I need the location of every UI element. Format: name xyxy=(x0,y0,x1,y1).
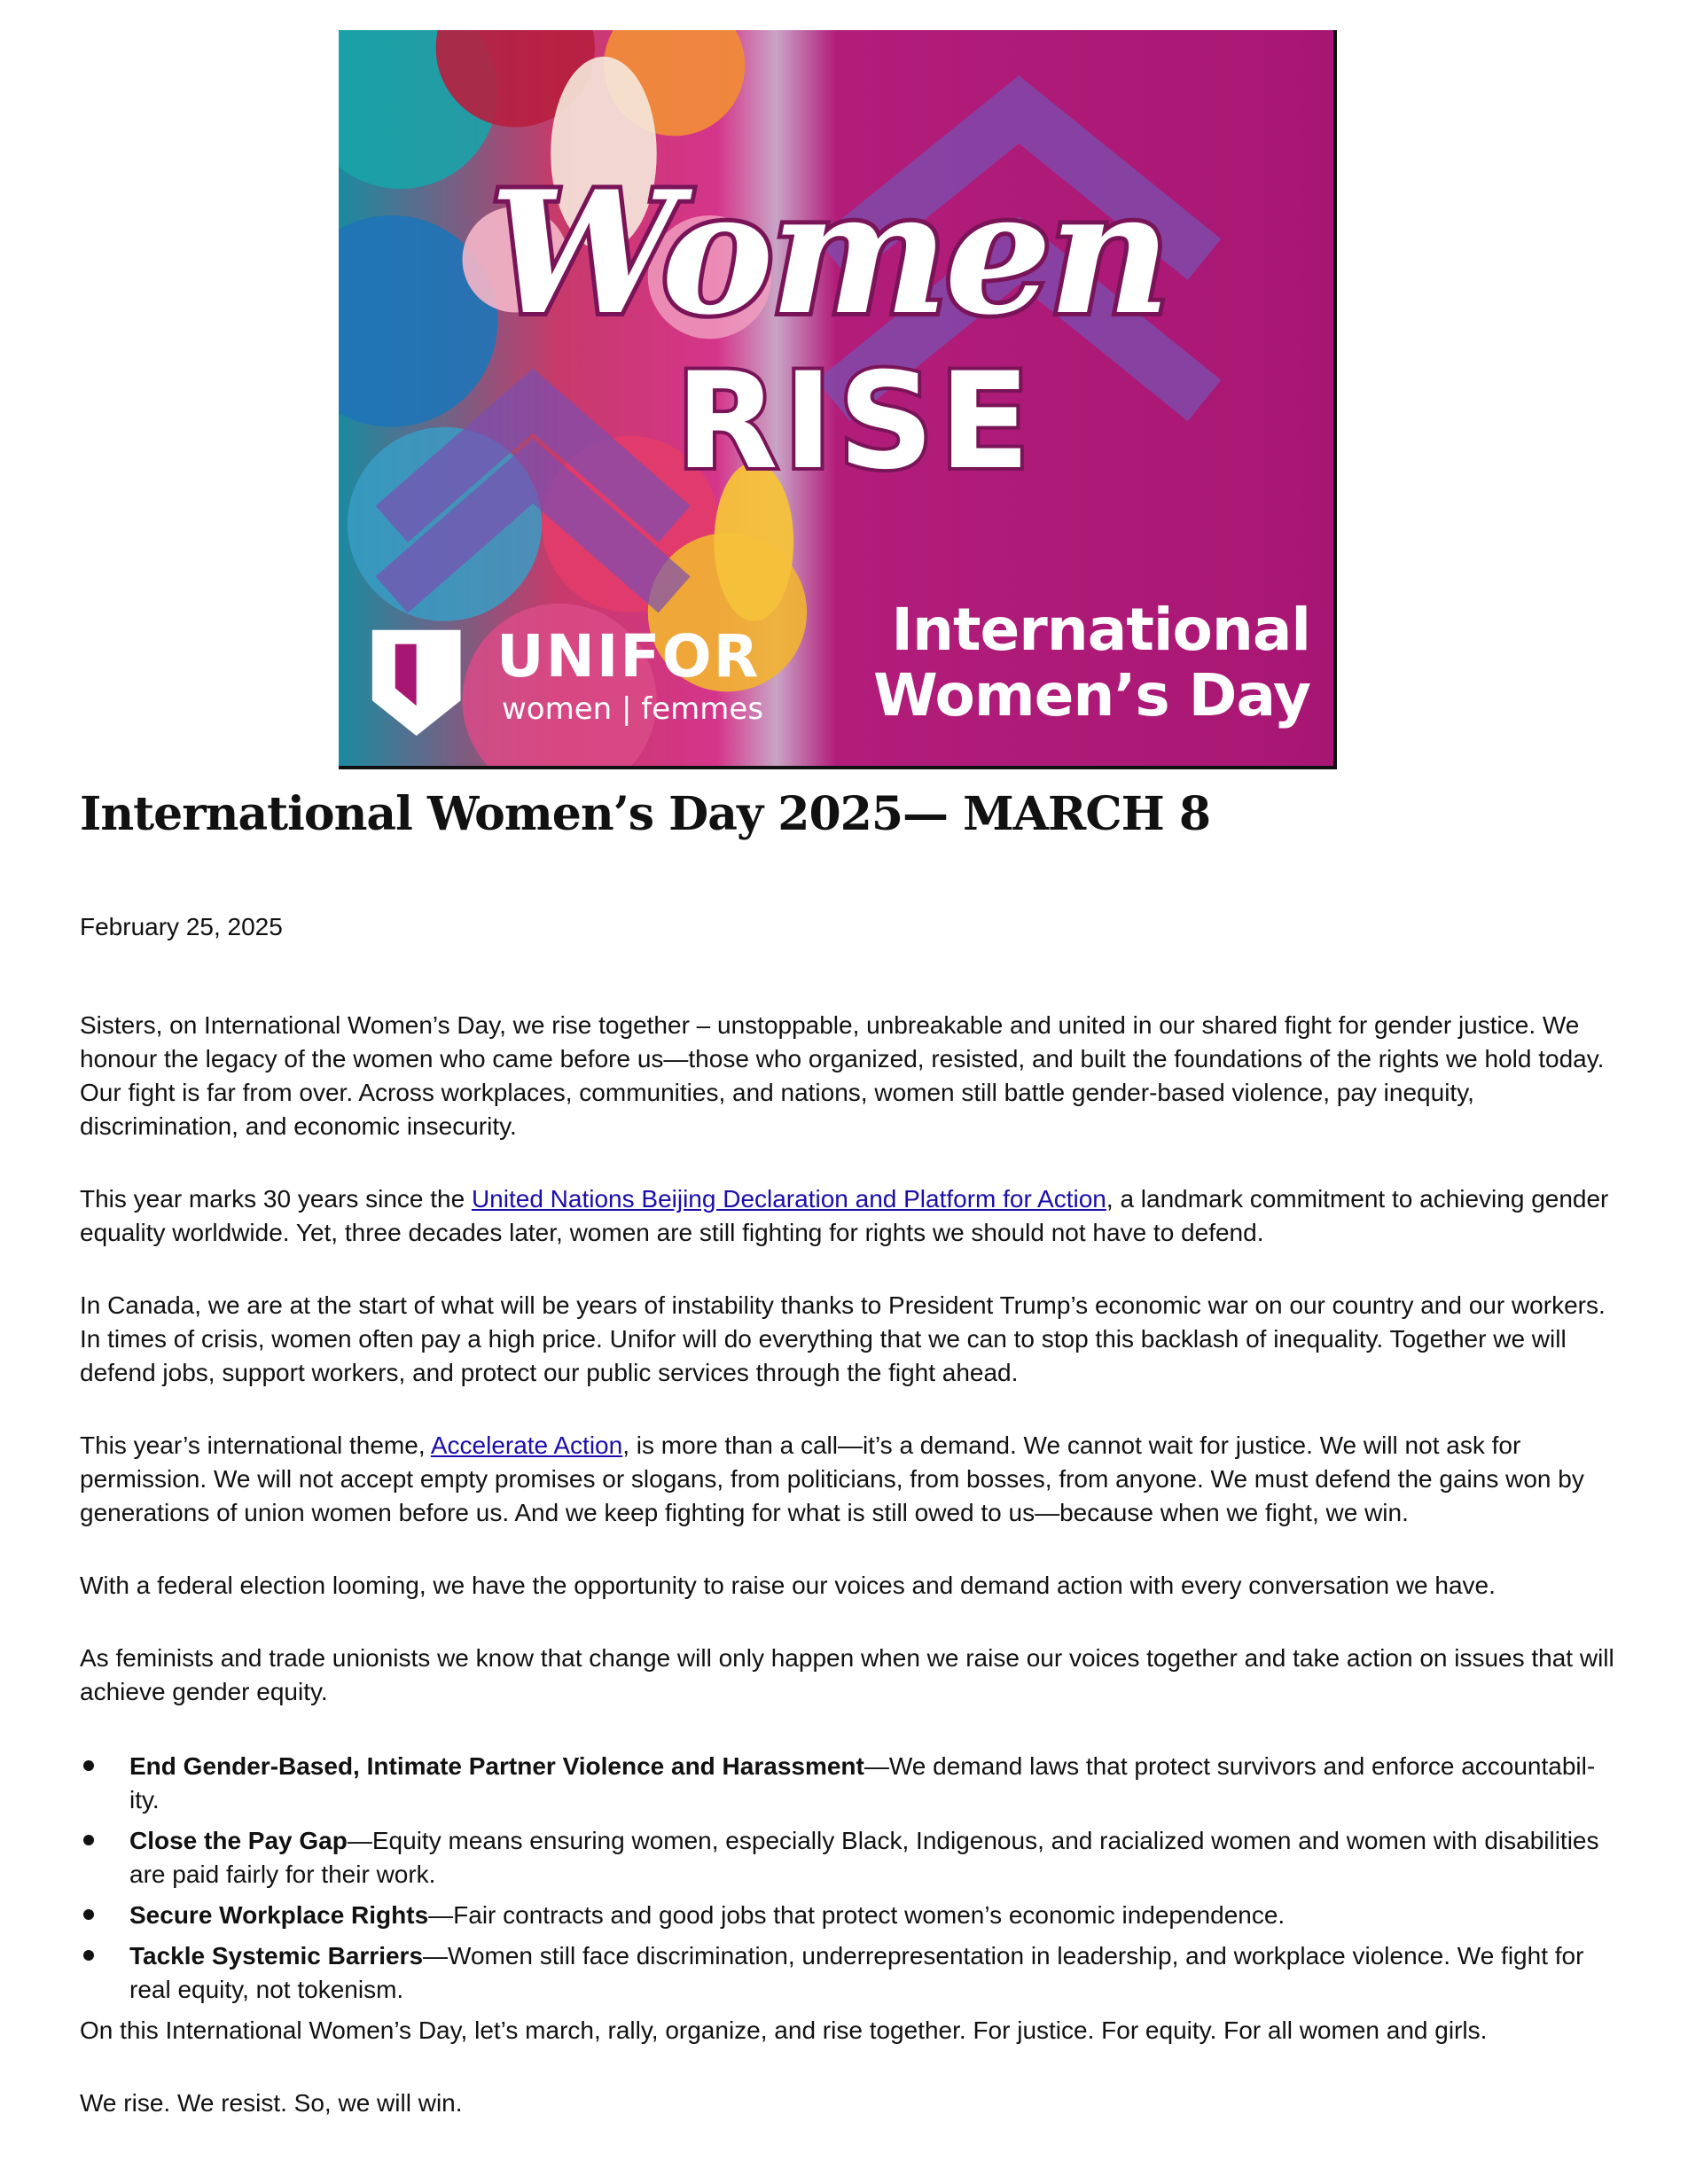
list-item xyxy=(80,1939,1622,2007)
bullet-icon xyxy=(83,1835,94,1845)
paragraph-closing: On this International Women’s Day, let’s march, rally, organize, and rise together. For justice. For equity. For all women and girls. xyxy=(80,2016,1488,2044)
list-item-heading: Secure Workplace Rights xyxy=(129,1901,429,1929)
demands-list xyxy=(80,1750,1622,2014)
bullet-icon xyxy=(83,1760,94,1771)
unifor-logo xyxy=(369,622,764,764)
headline-script: Women xyxy=(489,154,1168,352)
list-item-text: —We demand laws that protect survivors and enforce accountabil-ity. xyxy=(129,1752,1596,1814)
list-item xyxy=(80,1824,1622,1892)
paragraph-text: , is more than a call—it’s a demand. We cannot wait for justice. We will not ask for permission. We will not accept empty promises or slogans, from politicians, from bosses, from anyone. We must defend the gains won by generations of union women before us. And we keep fighting for what is still owed to us—because when we fight, we win. xyxy=(80,1431,1584,1526)
bullet-icon xyxy=(83,1950,94,1961)
paragraph-canada: In Canada, we are at the start of what will be years of instability thanks to President Trump’s economic war on our country and our workers. In times of crisis, women often pay a high price. Unifor will do everything that we can to stop this backlash of inequality. Together we will defend jobs, support workers, and protect our public services through the fight ahead. xyxy=(80,1291,1606,1386)
banner-image xyxy=(339,30,1337,769)
paragraph-election: With a federal election looming, we have the opportunity to raise our voices and demand action with every conversation we have. xyxy=(80,1572,1496,1599)
list-item-heading: Close the Pay Gap xyxy=(129,1827,348,1854)
publish-date: February 25, 2025 xyxy=(80,913,283,940)
event-line-2: Women’s Day xyxy=(873,660,1310,729)
logo-brand: UNIFOR xyxy=(496,622,761,690)
list-item-text: —Women still face discrimination, underrepresentation in leadership, and workplace violence. We fight for real equity, not tokenism. xyxy=(129,1942,1584,2003)
paragraph-beijing xyxy=(80,1182,1622,1250)
list-item-heading: End Gender-Based, Intimate Partner Violence and Harassment xyxy=(129,1752,864,1780)
headline-bold: RISE xyxy=(676,345,1035,499)
bullet-icon xyxy=(83,1909,94,1920)
paragraph-text: This year’s international theme, xyxy=(80,1431,431,1459)
paragraph-text: This year marks 30 years since the xyxy=(80,1185,472,1213)
list-item xyxy=(80,1899,1622,1932)
beijing-declaration-link[interactable]: United Nations Beijing Declaration and Platform for Action xyxy=(471,1185,1106,1213)
paragraph-intro: Sisters, on International Women’s Day, we rise together – unstoppable, unbreakable and united in our shared fight for gender justice. We honour the legacy of the women who came before us—those who organized, resisted, and built the foundations of the rights we hold today. Our fight is far from over. Across workplaces, communities, and nations, women still battle gender-based violence, pay inequity, discrimination, and economic insecurity. xyxy=(80,1011,1605,1140)
list-item-heading: Tackle Systemic Barriers xyxy=(129,1942,424,1970)
event-name xyxy=(873,597,1310,729)
list-item xyxy=(80,1750,1622,1817)
paragraph-feminists: As feminists and trade unionists we know that change will only happen when we raise our voices together and take action on issues that will achieve gender equity. xyxy=(80,1644,1614,1705)
paragraph-theme xyxy=(80,1429,1622,1530)
accelerate-action-link[interactable]: Accelerate Action xyxy=(430,1431,623,1459)
paragraph-slogan: We rise. We resist. So, we will win. xyxy=(80,2089,463,2117)
logo-subtitle: women | femmes xyxy=(502,691,764,727)
list-item-text: —Fair contracts and good jobs that protect women’s economic independence. xyxy=(428,1901,1286,1929)
event-line-1: International xyxy=(891,596,1310,664)
paragraph-text: , a landmark commitment to achieving gender equality worldwide. Yet, three decades later, women are still fighting for rights we should not have to defend. xyxy=(80,1185,1609,1246)
list-item-text: —Equity means ensuring women, especially Black, Indigenous, and racialized women and women with disabilities are paid fairly for their work. xyxy=(129,1827,1599,1888)
page-title: International Women’s Day 2025— MARCH 8 xyxy=(80,787,1211,841)
